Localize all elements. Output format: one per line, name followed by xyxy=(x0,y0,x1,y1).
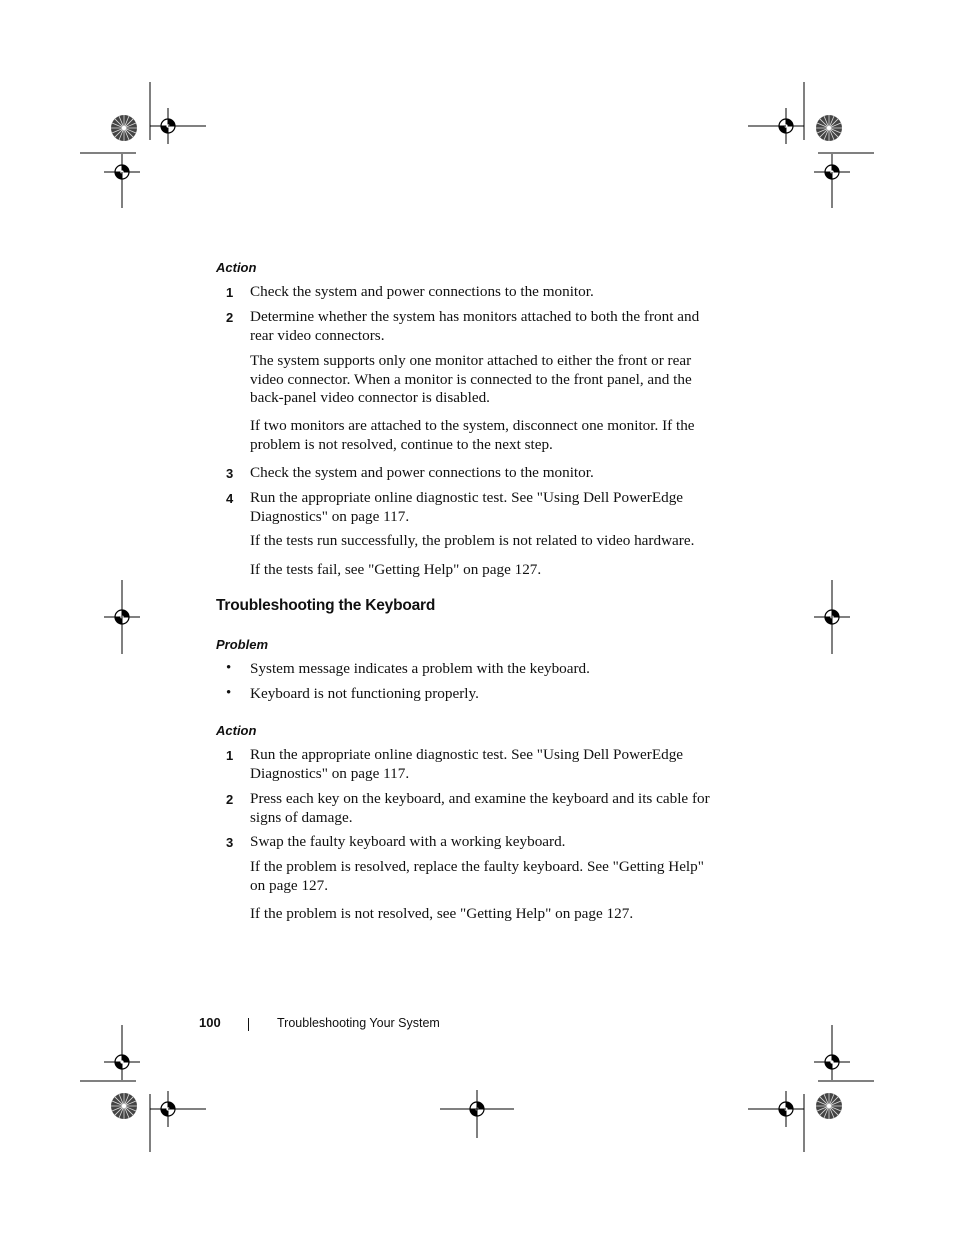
bullet-text: System message indicates a problem with the keyboard. xyxy=(250,660,590,677)
action-subheading: Action xyxy=(216,723,257,738)
step-note: If the problem is not resolved, see "Getting Help" on page 127. xyxy=(250,905,634,922)
step-note: If the tests fail, see "Getting Help" on page 127. xyxy=(250,561,542,578)
action-subheading: Action xyxy=(216,260,257,275)
bullet-glyph: • xyxy=(226,660,232,676)
step-text: Run the appropriate online diagnostic test. See "Using Dell PowerEdge Diagnostics" on page 117. xyxy=(250,489,684,525)
crop-mark-bottom-right xyxy=(748,1025,874,1152)
crop-mark-top-left xyxy=(80,82,206,208)
step-text: Check the system and power connections to the monitor. xyxy=(250,464,594,481)
section-heading: Troubleshooting the Keyboard xyxy=(216,597,436,614)
step-number: 2 xyxy=(226,792,234,807)
crop-mark-top-right xyxy=(748,82,874,208)
footer-divider xyxy=(248,1018,249,1031)
problem-subheading: Problem xyxy=(216,637,269,652)
bullet-text: Keyboard is not functioning properly. xyxy=(250,685,479,702)
step-text: Determine whether the system has monitors attached to both the front and rear video connectors. xyxy=(250,308,700,344)
step-text: Press each key on the keyboard, and examine the keyboard and its cable for signs of damage. xyxy=(250,790,710,826)
step-number: 4 xyxy=(226,491,234,506)
page-number: 100 xyxy=(199,1015,221,1030)
crop-mark-bottom-left xyxy=(80,1025,206,1152)
footer-chapter-title: Troubleshooting Your System xyxy=(277,1016,440,1030)
step-number: 3 xyxy=(226,466,234,481)
step-note: If the problem is resolved, replace the faulty keyboard. See "Getting Help" on page 127. xyxy=(250,858,704,894)
step-note: If two monitors are attached to the system, disconnect one monitor. If the problem is not resolved, continue to the next step. xyxy=(250,417,695,453)
step-number: 2 xyxy=(226,310,234,325)
step-number: 3 xyxy=(226,835,234,850)
step-text: Swap the faulty keyboard with a working keyboard. xyxy=(250,833,566,850)
step-number: 1 xyxy=(226,748,234,763)
bullet-glyph: • xyxy=(226,685,232,701)
crop-mark-bottom-center xyxy=(440,1090,514,1138)
step-note: If the tests run successfully, the problem is not related to video hardware. xyxy=(250,532,695,549)
step-text: Check the system and power connections to the monitor. xyxy=(250,283,594,300)
step-number: 1 xyxy=(226,285,234,300)
step-text: Run the appropriate online diagnostic test. See "Using Dell PowerEdge Diagnostics" on page 117. xyxy=(250,746,684,782)
step-note: The system supports only one monitor attached to either the front or rear video connector. When a monitor is connected to the front panel, and the back-panel video connector is disabled. xyxy=(250,352,692,406)
